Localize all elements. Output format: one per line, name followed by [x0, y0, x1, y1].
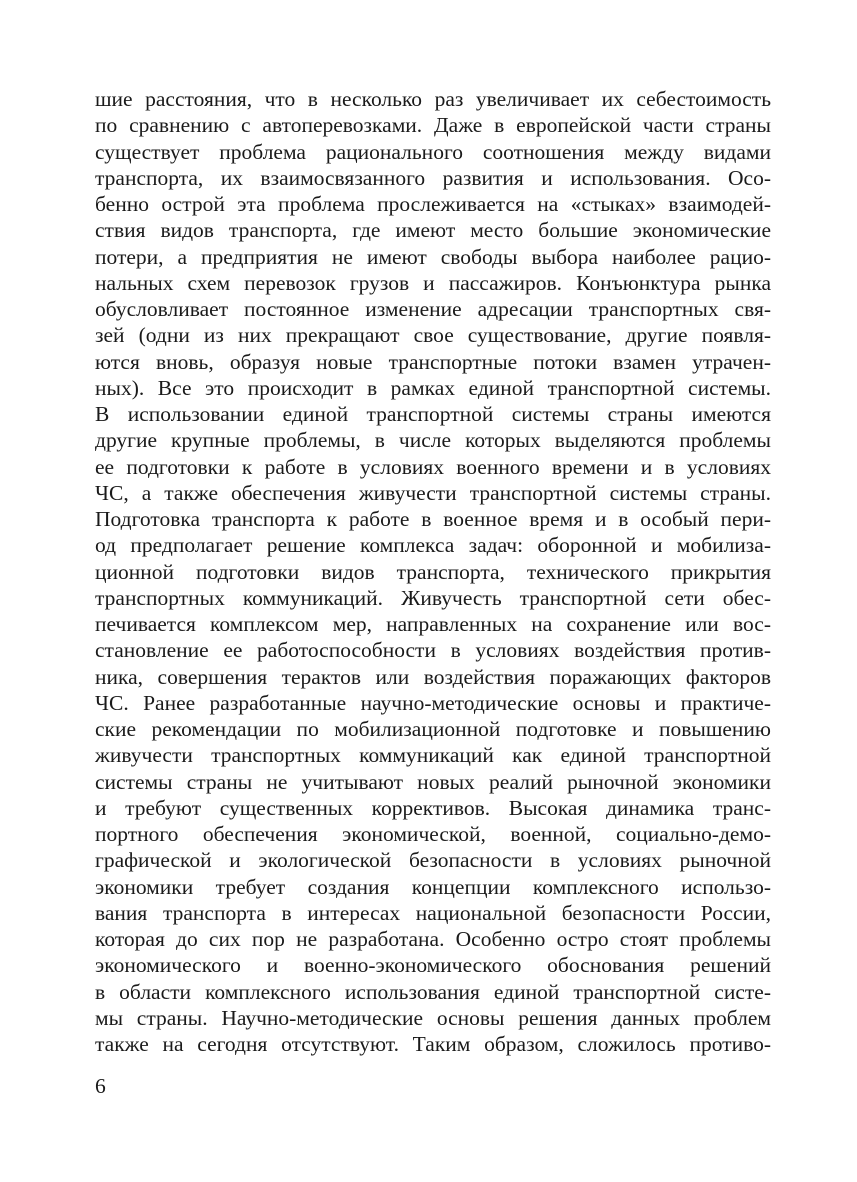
page-number: 6 [95, 1074, 106, 1098]
text-line: транспорта, их взаимосвязанного развития и использования. Осо- [95, 165, 771, 190]
text-line: бенно острой эта проблема прослеживается на «стыках» взаимодей- [95, 192, 771, 216]
text-line: другие крупные проблемы, в числе которых выделяются проблемы [95, 428, 771, 453]
text-line: ются вновь, образуя новые транспортные потоки взамен утрачен- [95, 349, 771, 374]
text-line: ЧС, а также обеспечения живучести транспортной системы страны. [95, 480, 771, 505]
text-line: существует проблема рационального соотношения между видами [95, 139, 771, 164]
text-line: печивается комплексом мер, направленных на сохранение или вос- [95, 612, 771, 636]
text-line: шие расстояния, что в несколько раз увеличивает их себестоимость [95, 87, 771, 111]
text-line: вания транспорта в интересах национальной безопасности России, [95, 900, 771, 925]
text-line: ские рекомендации по мобилизационной подготовке и повышению [95, 717, 771, 741]
text-line: зей (одни из них прекращают свое существование, другие появля- [95, 323, 771, 348]
body-text [95, 86, 771, 1057]
text-line: и требуют существенных коррективов. Высокая динамика транс- [95, 795, 771, 820]
text-line: также на сегодня отсутствуют. Таким образом, сложилось противо- [95, 1032, 771, 1056]
text-line: экономики требует создания концепции комплексного использо- [95, 874, 771, 899]
text-line: ника, совершения терактов или воздействия поражающих факторов [95, 664, 771, 689]
text-line: транспортных коммуникаций. Живучесть транспортной сети обес- [95, 585, 771, 610]
text-line: ствия видов транспорта, где имеют место большие экономические [95, 218, 771, 243]
text-line: системы страны не учитывают новых реалий рыночной экономики [95, 769, 771, 794]
text-line: од предполагает решение комплекса задач: оборонной и мобилиза- [95, 533, 771, 558]
text-line: которая до сих пор не разработана. Особенно остро стоят проблемы [95, 927, 771, 951]
text-line: графической и экологической безопасности в условиях рыночной [95, 848, 771, 873]
text-line: обусловливает постоянное изменение адресации транспортных свя- [95, 297, 771, 321]
text-line: нальных схем перевозок грузов и пассажиров. Конъюнктура рынка [95, 270, 771, 295]
text-line: ционной подготовки видов транспорта, технического прикрытия [95, 559, 771, 584]
text-line: по сравнению с автоперевозками. Даже в европейской части страны [95, 113, 771, 138]
text-line: потери, а предприятия не имеют свободы выбора наиболее рацио- [95, 244, 771, 269]
text-line: в области комплексного использования единой транспортной систе- [95, 979, 771, 1004]
text-line: ЧС. Ранее разработанные научно-методические основы и практиче- [95, 690, 771, 715]
text-line: экономического и военно-экономического обоснования решений [95, 953, 771, 978]
text-line: портного обеспечения экономической, военной, социально-демо- [95, 822, 771, 846]
text-line: Подготовка транспорта к работе в военное время и в особый пери- [95, 507, 771, 531]
text-line: живучести транспортных коммуникаций как единой транспортной [95, 743, 771, 768]
text-line: ных). Все это происходит в рамках единой транспортной системы. [95, 375, 771, 400]
text-line: становление ее работоспособности в условиях воздействия против- [95, 638, 771, 663]
text-line: ее подготовки к работе в условиях военного времени и в условиях [95, 454, 771, 479]
text-line: мы страны. Научно-методические основы решения данных проблем [95, 1005, 771, 1030]
text-line: В использовании единой транспортной системы страны имеются [95, 402, 771, 426]
